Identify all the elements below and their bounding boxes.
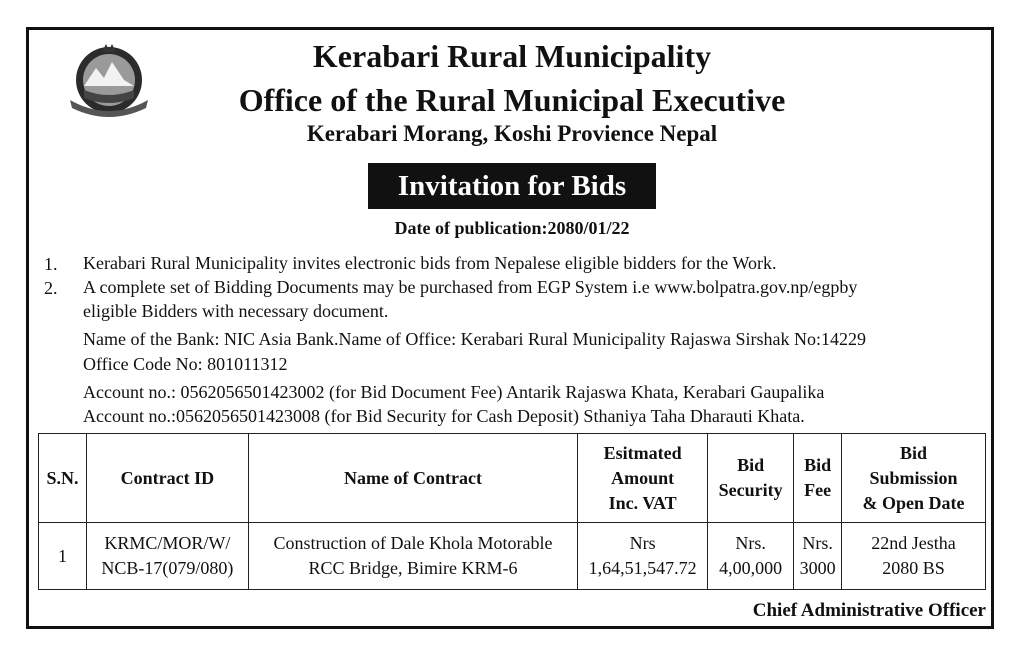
cell-contract-name [248, 523, 577, 590]
municipality-name: Kerabari Rural Municipality [312, 38, 712, 74]
office-address: Kerabari Morang, Koshi Provience Nepal [306, 121, 718, 146]
item-line: eligible Bidders with necessary document. [83, 301, 389, 321]
header-security-line: Security [718, 480, 783, 500]
item-line: Account no.: 0562056501423002 (for Bid Document Fee) Antarik Rajaswa Khata, Kerabari Gaupalika [83, 382, 825, 402]
security-line: Nrs. [735, 533, 766, 553]
date-line: 2080 BS [882, 558, 945, 578]
item-line: Name of the Bank: NIC Asia Bank.Name of Office: Kerabari Rural Municipality Rajaswa Sirshak No:14229 [83, 329, 866, 349]
header-security-line: Bid [737, 455, 765, 475]
header-amount [578, 434, 708, 523]
contract-name-line: RCC Bridge, Bimire KRM-6 [308, 558, 518, 578]
header-fee-line: Bid [804, 455, 832, 475]
date-line: 22nd Jestha [871, 533, 956, 553]
header-date-line: & Open Date [862, 492, 965, 513]
fee-line: 3000 [799, 558, 836, 578]
amount-line: Nrs [629, 533, 656, 553]
notice-title-banner: Invitation for Bids [368, 163, 656, 209]
header-contract-name: Name of Contract [248, 434, 577, 523]
publication-date: Date of publication:2080/01/22 [394, 218, 630, 238]
header-bid-security [708, 434, 794, 523]
fee-line: Nrs. [802, 533, 833, 553]
item-number: 1. [44, 254, 58, 274]
header-submission-date [842, 434, 986, 523]
signature-title: Chief Administrative Officer [752, 600, 986, 621]
contract-id-line: KRMC/MOR/W/ [104, 533, 231, 553]
item-number: 2. [44, 278, 58, 298]
header-fee-line: Fee [804, 480, 832, 500]
cell-contract-id [86, 523, 248, 590]
contract-name-line: Construction of Dale Khola Motorable [273, 533, 553, 553]
cell-bid-security [708, 523, 794, 590]
header-date-line: Bid [900, 442, 928, 463]
header-sn: S.N. [39, 434, 87, 523]
header-contract-id: Contract ID [86, 434, 248, 523]
cell-bid-fee [794, 523, 842, 590]
header-amount-line: Inc. VAT [608, 492, 677, 513]
header-amount-line: Esitmated [603, 442, 682, 463]
office-name: Office of the Rural Municipal Executive [238, 82, 786, 118]
header-bid-fee [794, 434, 842, 523]
cell-submission-date [842, 523, 986, 590]
cell-sn: 1 [39, 523, 87, 590]
amount-line: 1,64,51,547.72 [588, 558, 697, 578]
item-text: Kerabari Rural Municipality invites electronic bids from Nepalese eligible bidders for the Work. [83, 253, 777, 273]
header-date-line: Submission [869, 467, 958, 488]
table-row [39, 523, 986, 590]
contract-id-line: NCB-17(079/080) [101, 558, 234, 578]
item-line: A complete set of Bidding Documents may be purchased from EGP System i.e www.bolpatra.gov.np/egpby [83, 277, 858, 297]
header-amount-line: Amount [611, 467, 675, 488]
cell-amount [578, 523, 708, 590]
table-header-row [39, 434, 986, 523]
item-line: Office Code No: 801011312 [83, 354, 288, 374]
item-line: Account no.:0562056501423008 (for Bid Security for Cash Deposit) Sthaniya Taha Dharauti Khata. [83, 406, 805, 426]
contracts-table [38, 433, 986, 590]
security-line: 4,00,000 [719, 558, 783, 578]
